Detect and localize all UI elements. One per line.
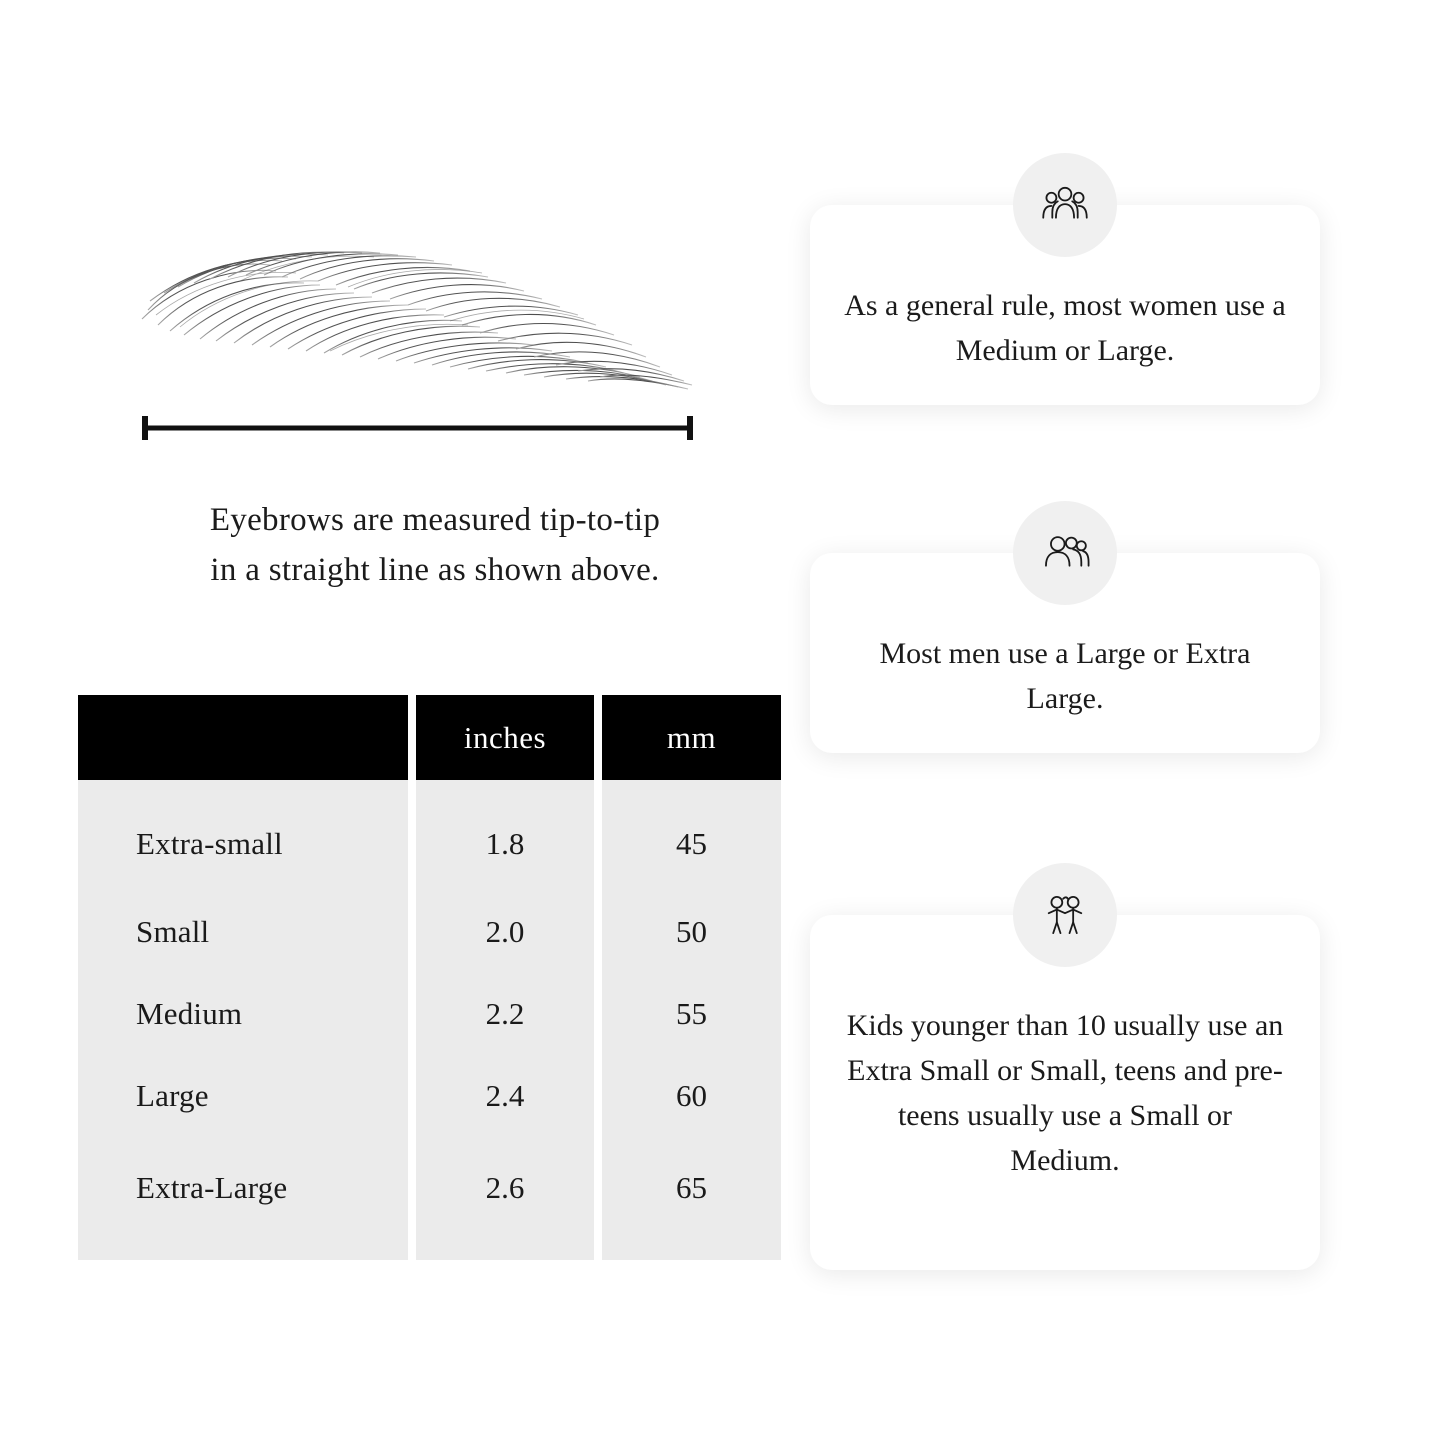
note-card-men <box>810 553 1320 753</box>
kids-group-icon <box>1013 863 1117 967</box>
size-table <box>70 695 789 1260</box>
caption-line-1: Eyebrows are measured tip-to-tip <box>209 502 661 538</box>
note-card-text: Kids younger than 10 usually use an Extra Small or Small, teens and pre-teens usually use a Small or Medium. <box>846 1009 1284 1177</box>
row-inches: 2.6 <box>416 1137 594 1260</box>
row-size-name: Medium <box>78 973 408 1055</box>
table-header-row <box>78 695 781 780</box>
men-group-icon <box>1013 501 1117 605</box>
right-column <box>800 0 1445 1445</box>
row-inches: 1.8 <box>416 780 594 891</box>
note-card-women <box>810 205 1320 405</box>
row-size-name: Extra-Large <box>78 1137 408 1260</box>
row-inches: 2.4 <box>416 1055 594 1137</box>
row-mm: 45 <box>602 780 781 891</box>
note-card-kids <box>810 915 1320 1270</box>
row-size-name: Extra-small <box>78 780 408 891</box>
header-mm: mm <box>602 695 781 780</box>
caption-line-2: in a straight line as shown above. <box>210 552 660 589</box>
measurement-caption <box>70 495 800 595</box>
row-mm: 55 <box>602 973 781 1055</box>
row-size-name: Small <box>78 891 408 973</box>
row-inches: 2.2 <box>416 973 594 1055</box>
row-mm: 65 <box>602 1137 781 1260</box>
table-row <box>78 780 781 891</box>
row-mm: 50 <box>602 891 781 973</box>
note-card-text: As a general rule, most women use a Medium or Large. <box>844 289 1286 367</box>
size-table-head <box>78 695 781 780</box>
row-inches: 2.0 <box>416 891 594 973</box>
measurement-bar <box>140 412 695 444</box>
header-inches: inches <box>416 695 594 780</box>
table-row <box>78 1137 781 1260</box>
note-card-text: Most men use a Large or Extra Large. <box>879 637 1251 715</box>
eyebrow-illustration <box>120 215 720 405</box>
table-row <box>78 891 781 973</box>
table-row <box>78 1055 781 1137</box>
women-group-icon <box>1013 153 1117 257</box>
row-size-name: Large <box>78 1055 408 1137</box>
size-table-body <box>78 780 781 1260</box>
row-mm: 60 <box>602 1055 781 1137</box>
header-size <box>78 695 408 780</box>
table-row <box>78 973 781 1055</box>
